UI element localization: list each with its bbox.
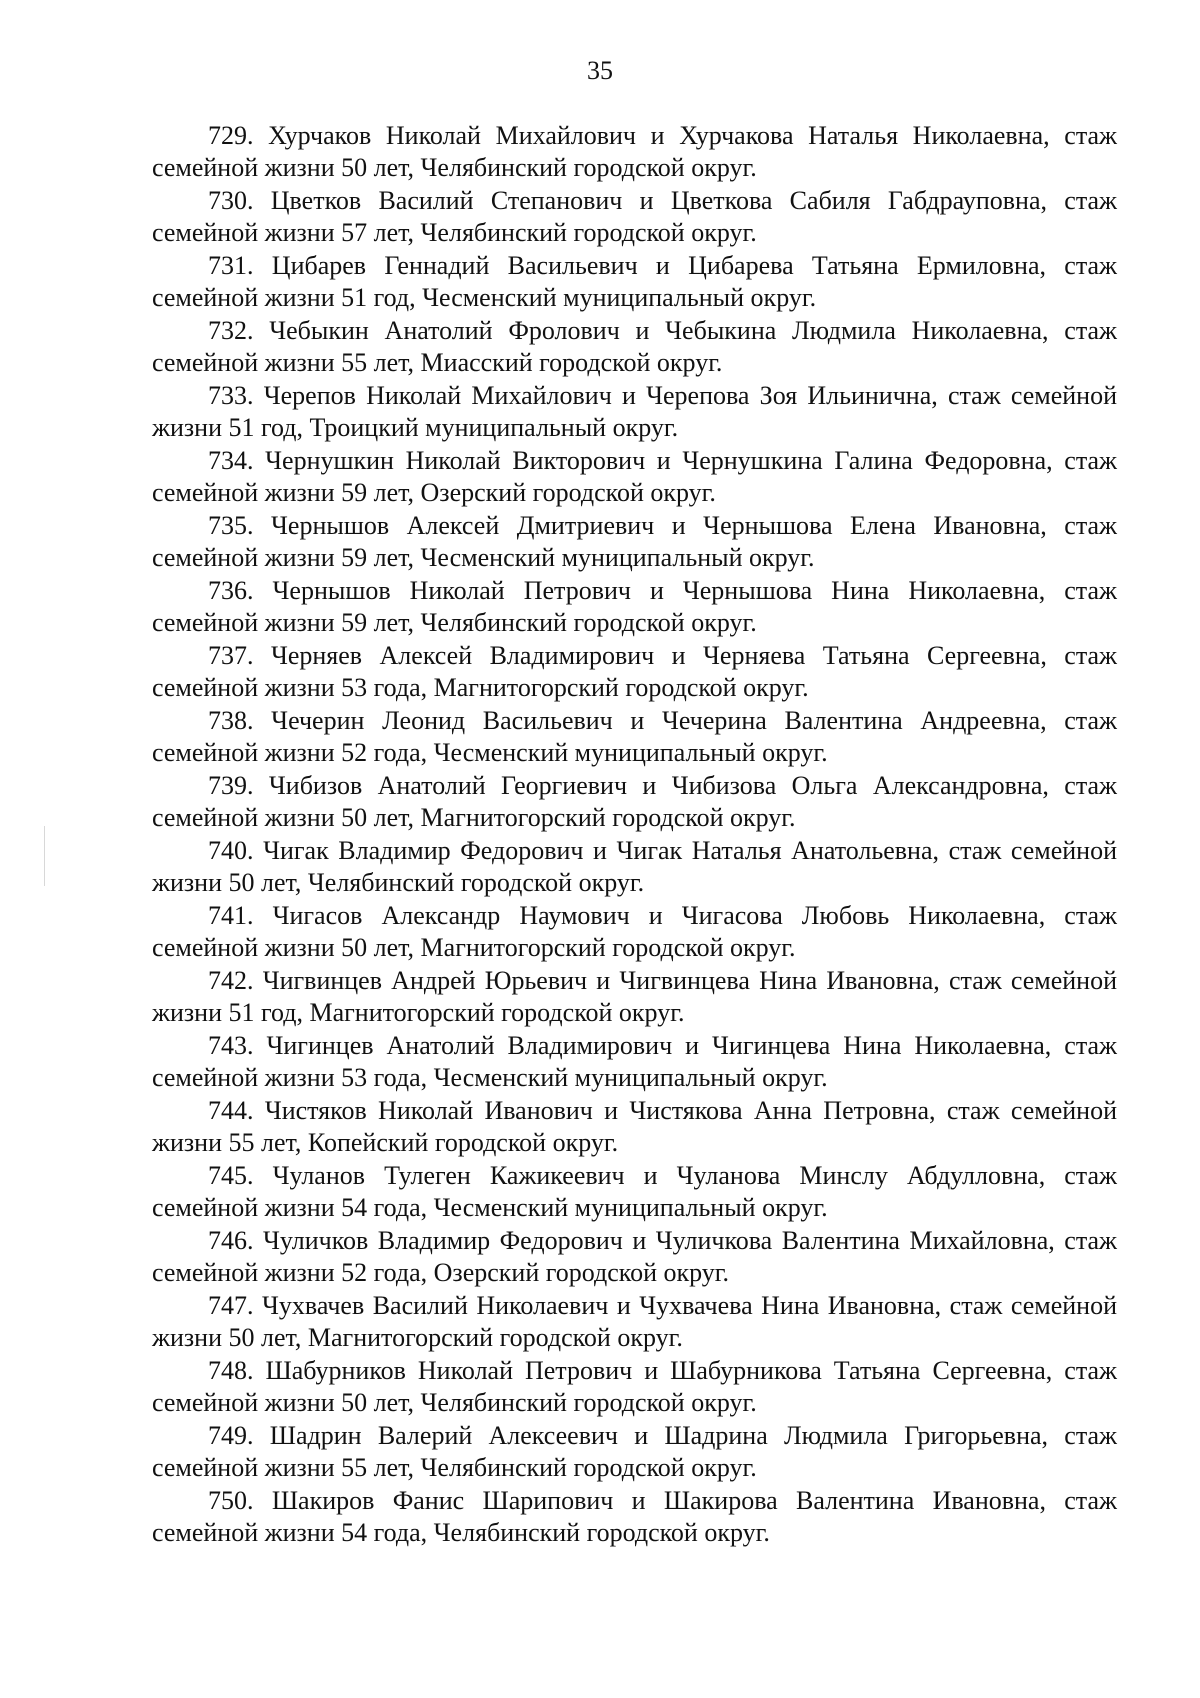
entry-number: 746. bbox=[208, 1226, 254, 1255]
entry-text: Шакиров Фанис Шарипович и Шакирова Валентина Ивановна, стаж семейной жизни 54 года, Челябинский городской округ. bbox=[152, 1486, 1117, 1547]
list-item bbox=[152, 1160, 1117, 1225]
list-item bbox=[152, 575, 1117, 640]
entry-number: 738. bbox=[208, 706, 254, 735]
entry-number: 749. bbox=[208, 1421, 254, 1450]
entry-number: 745. bbox=[208, 1161, 254, 1190]
entry-text: Чернышов Алексей Дмитриевич и Чернышова Елена Ивановна, стаж семейной жизни 59 лет, Чесменский муниципальный округ. bbox=[152, 511, 1118, 572]
scan-margin-mark bbox=[44, 826, 45, 886]
entry-number: 750. bbox=[208, 1486, 254, 1515]
entry-text: Чуланов Тулеген Кажикеевич и Чуланова Минслу Абдулловна, стаж семейной жизни 54 года, Чесменский муниципальный округ. bbox=[152, 1161, 1117, 1222]
entry-text: Цибарев Геннадий Васильевич и Цибарева Татьяна Ермиловна, стаж семейной жизни 51 год, Чесменский муниципальный округ. bbox=[152, 251, 1118, 312]
entry-text: Черепов Николай Михайлович и Черепова Зоя Ильинична, стаж семейной жизни 51 год, Троицкий муниципальный округ. bbox=[152, 381, 1118, 442]
entry-text: Чернушкин Николай Викторович и Чернушкина Галина Федоровна, стаж семейной жизни 59 лет, Озерский городской округ. bbox=[152, 446, 1118, 507]
entry-number: 739. bbox=[208, 771, 254, 800]
entry-number: 742. bbox=[208, 966, 254, 995]
list-item bbox=[152, 1355, 1117, 1420]
entry-number: 747. bbox=[208, 1291, 254, 1320]
list-item bbox=[152, 835, 1117, 900]
entry-text: Чигвинцев Андрей Юрьевич и Чигвинцева Нина Ивановна, стаж семейной жизни 51 год, Магнитогорский городской округ. bbox=[152, 966, 1118, 1027]
list-item bbox=[152, 705, 1117, 770]
list-item bbox=[152, 120, 1117, 185]
entry-text: Хурчаков Николай Михайлович и Хурчакова Наталья Николаевна, стаж семейной жизни 50 лет, Челябинский городской округ. bbox=[152, 121, 1118, 182]
entry-number: 733. bbox=[208, 381, 254, 410]
entry-text: Цветков Василий Степанович и Цветкова Сабиля Габдрауповна, стаж семейной жизни 57 лет, Челябинский городской округ. bbox=[152, 186, 1118, 247]
entry-text: Чибизов Анатолий Георгиевич и Чибизова Ольга Александровна, стаж семейной жизни 50 лет, Магнитогорский городской округ. bbox=[152, 771, 1118, 832]
entry-text: Чигинцев Анатолий Владимирович и Чигинцева Нина Николаевна, стаж семейной жизни 53 года, Чесменский муниципальный округ. bbox=[152, 1031, 1117, 1092]
page-number: 35 bbox=[587, 56, 613, 85]
list-item bbox=[152, 1030, 1117, 1095]
list-item bbox=[152, 1485, 1117, 1550]
entry-text: Чигак Владимир Федорович и Чигак Наталья Анатольевна, стаж семейной жизни 50 лет, Челябинский городской округ. bbox=[152, 836, 1118, 897]
entry-text: Чуличков Владимир Федорович и Чуличкова Валентина Михайловна, стаж семейной жизни 52 года, Озерский городской округ. bbox=[152, 1226, 1118, 1287]
awardee-list bbox=[152, 120, 1117, 1550]
list-item bbox=[152, 1095, 1117, 1160]
list-item bbox=[152, 1420, 1117, 1485]
entry-number: 741. bbox=[208, 901, 254, 930]
list-item bbox=[152, 315, 1117, 380]
entry-number: 737. bbox=[208, 641, 254, 670]
entry-number: 736. bbox=[208, 576, 254, 605]
list-item bbox=[152, 185, 1117, 250]
entry-text: Чигасов Александр Наумович и Чигасова Любовь Николаевна, стаж семейной жизни 50 лет, Магнитогорский городской округ. bbox=[152, 901, 1117, 962]
entry-number: 729. bbox=[208, 121, 254, 150]
list-item bbox=[152, 1225, 1117, 1290]
list-item bbox=[152, 510, 1117, 575]
entry-number: 734. bbox=[208, 446, 254, 475]
list-item bbox=[152, 380, 1117, 445]
entry-number: 730. bbox=[208, 186, 254, 215]
list-item bbox=[152, 640, 1117, 705]
entry-text: Шабурников Николай Петрович и Шабурникова Татьяна Сергеевна, стаж семейной жизни 50 лет, Челябинский городской округ. bbox=[152, 1356, 1118, 1417]
entry-number: 732. bbox=[208, 316, 254, 345]
entry-text: Чухвачев Василий Николаевич и Чухвачева Нина Ивановна, стаж семейной жизни 50 лет, Магнитогорский городской округ. bbox=[152, 1291, 1118, 1352]
entry-number: 731. bbox=[208, 251, 254, 280]
list-item bbox=[152, 770, 1117, 835]
entry-text: Чернышов Николай Петрович и Чернышова Нина Николаевна, стаж семейной жизни 59 лет, Челябинский городской округ. bbox=[152, 576, 1117, 637]
entry-number: 744. bbox=[208, 1096, 254, 1125]
entry-number: 735. bbox=[208, 511, 254, 540]
list-item bbox=[152, 900, 1117, 965]
list-item bbox=[152, 250, 1117, 315]
entry-text: Шадрин Валерий Алексеевич и Шадрина Людмила Григорьевна, стаж семейной жизни 55 лет, Челябинский городской округ. bbox=[152, 1421, 1118, 1482]
entry-number: 740. bbox=[208, 836, 254, 865]
entry-number: 743. bbox=[208, 1031, 254, 1060]
entry-text: Чечерин Леонид Васильевич и Чечерина Валентина Андреевна, стаж семейной жизни 52 года, Чесменский муниципальный округ. bbox=[152, 706, 1117, 767]
entry-number: 748. bbox=[208, 1356, 254, 1385]
list-item bbox=[152, 445, 1117, 510]
entry-text: Черняев Алексей Владимирович и Черняева Татьяна Сергеевна, стаж семейной жизни 53 года, Магнитогорский городской округ. bbox=[152, 641, 1117, 702]
entry-text: Чистяков Николай Иванович и Чистякова Анна Петровна, стаж семейной жизни 55 лет, Копейский городской округ. bbox=[152, 1096, 1117, 1157]
list-item bbox=[152, 1290, 1117, 1355]
entry-text: Чебыкин Анатолий Фролович и Чебыкина Людмила Николаевна, стаж семейной жизни 55 лет, Миасский городской округ. bbox=[152, 316, 1117, 377]
list-item bbox=[152, 965, 1117, 1030]
